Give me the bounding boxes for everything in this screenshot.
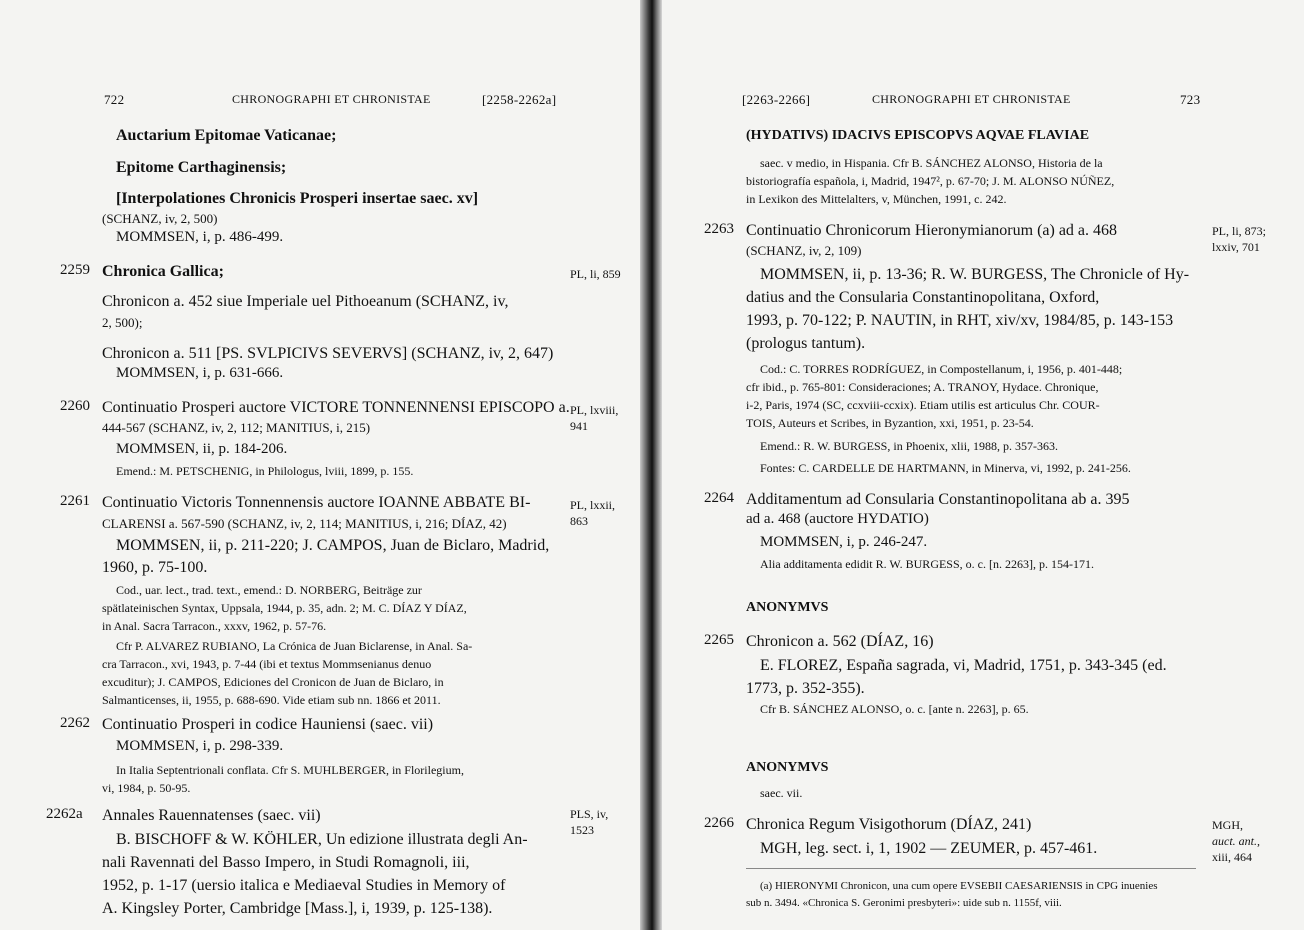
commentary-line: Cod., uar. lect., trad. text., emend.: D. NORBERG, Beiträge zur xyxy=(116,583,422,597)
entry-title: Additamentum ad Consularia Constantinopolitana ab a. 395 xyxy=(746,491,1130,508)
running-title: CHRONOGRAPHI ET CHRONISTAE xyxy=(232,92,431,106)
margin-reference: PL, lxxii, xyxy=(570,498,616,512)
right-page xyxy=(654,0,1304,930)
author-heading: ANONYMVS xyxy=(746,600,829,615)
edition-reference: 1960, p. 75-100. xyxy=(102,559,208,576)
edition-reference: datius and the Consularia Constantinopolitana, Oxford, xyxy=(746,289,1100,306)
entry-title: Chronicon a. 511 [PS. SVLPICIVS SEVERVS] (SCHANZ, iv, 2, 647) xyxy=(102,345,554,362)
entry-title: Epitome Carthaginensis; xyxy=(116,159,287,176)
margin-reference: lxxiv, 701 xyxy=(1212,240,1260,254)
edition-reference: A. Kingsley Porter, Cambridge [Mass.], i, 1939, p. 125-138). xyxy=(102,900,493,917)
edition-reference: nali Ravennati del Basso Impero, in Studi Romagnoli, iii, xyxy=(102,854,470,871)
entry-reference: 444-567 (SCHANZ, iv, 2, 112; MANITIUS, i, 215) xyxy=(102,420,371,435)
entry-number: 2265 xyxy=(704,632,734,648)
margin-reference: 1523 xyxy=(570,823,594,837)
author-heading: ANONYMVS xyxy=(746,760,829,775)
edition-reference: B. BISCHOFF & W. KÖHLER, Un edizione illustrata degli An- xyxy=(116,831,528,848)
commentary-line: i-2, Paris, 1974 (SC, ccxviii-ccxix). Etiam utilis est articulus Chr. COUR- xyxy=(746,398,1100,412)
edition-reference: 1952, p. 1-17 (uersio italica e Mediaeval Studies in Memory of xyxy=(102,877,506,894)
edition-reference: 1773, p. 352-355). xyxy=(746,680,865,697)
author-note: saec. vii. xyxy=(760,786,803,800)
entry-title: Chronica Gallica; xyxy=(102,263,224,280)
edition-reference: 1993, p. 70-122; P. NAUTIN, in RHT, xiv/xv, 1984/85, p. 143-153 xyxy=(746,312,1174,329)
margin-reference: auct. ant., xyxy=(1212,834,1260,848)
edition-reference: E. FLOREZ, España sagrada, vi, Madrid, 1751, p. 343-345 (ed. xyxy=(760,657,1167,674)
author-heading: (HYDATIVS) IDACIVS EPISCOPVS AQVAE FLAVIAE xyxy=(746,128,1090,143)
entry-title: Continuatio Chronicorum Hieronymianorum (a) ad a. 468 xyxy=(746,222,1118,239)
folio-number: 723 xyxy=(1180,92,1201,107)
author-note: in Lexikon des Mittelalters, v, München, 1991, c. 242. xyxy=(746,192,1007,206)
entry-title: Chronica Regum Visigothorum (DÍAZ, 241) xyxy=(746,816,1032,833)
sources-note: Fontes: C. CARDELLE DE HARTMANN, in Minerva, vi, 1992, p. 241-256. xyxy=(760,461,1131,475)
entry-reference: (SCHANZ, iv, 2, 109) xyxy=(746,243,862,258)
margin-reference: 863 xyxy=(570,514,588,528)
entry-title: Continuatio Prosperi in codice Hauniensi (saec. vii) xyxy=(102,716,434,733)
commentary-line: cfr ibid., p. 765-801: Consideraciones; A. TRANOY, Hydace. Chronique, xyxy=(746,380,1099,394)
edition-reference: MOMMSEN, i, p. 631-666. xyxy=(116,365,284,381)
commentary-line: Cfr B. SÁNCHEZ ALONSO, o. c. [ante n. 2263], p. 65. xyxy=(760,702,1029,716)
margin-reference: 941 xyxy=(570,419,588,433)
commentary-line: Salmanticenses, ii, 1955, p. 688-690. Vide etiam sub nn. 1866 et 2011. xyxy=(102,693,441,707)
footnote-rule xyxy=(746,868,1196,869)
entry-title: Auctarium Epitomae Vaticanae; xyxy=(116,127,337,144)
footnote: (a) HIERONYMI Chronicon, una cum opere EVSEBII CAESARIENSIS in CPG inuenies xyxy=(760,880,1158,892)
commentary-line: in Anal. Sacra Tarracon., xxxv, 1962, p. 57-76. xyxy=(102,619,327,633)
emendation-note: Emend.: M. PETSCHENIG, in Philologus, lviii, 1899, p. 155. xyxy=(116,464,414,478)
commentary-line: cra Tarracon., xvi, 1943, p. 7-44 (ibi et textus Mommsenianus denuo xyxy=(102,657,432,671)
entry-reference: ad a. 468 (auctore HYDATIO) xyxy=(746,511,929,527)
entry-reference: (SCHANZ, iv, 2, 500) xyxy=(102,211,218,226)
edition-reference: MOMMSEN, ii, p. 13-36; R. W. BURGESS, The Chronicle of Hy- xyxy=(760,266,1190,283)
entry-number: 2264 xyxy=(704,490,734,506)
entry-number: 2259 xyxy=(60,262,90,278)
margin-reference: PL, li, 873; xyxy=(1212,224,1267,238)
entry-title: Continuatio Prosperi auctore VICTORE TONNENNENSI EPISCOPO a. xyxy=(102,399,570,416)
margin-reference: PL, li, 859 xyxy=(570,267,621,281)
commentary-line: Cod.: C. TORRES RODRÍGUEZ, in Compostellanum, i, 1956, p. 401-448; xyxy=(760,362,1123,376)
entry-number: 2263 xyxy=(704,221,734,237)
commentary-line: TOIS, Auteurs et Scribes, in Byzantion, xxi, 1951, p. 23-54. xyxy=(746,416,1034,430)
commentary-line: Cfr P. ALVAREZ RUBIANO, La Crónica de Juan Biclarense, in Anal. Sa- xyxy=(116,639,473,653)
entry-number: 2266 xyxy=(704,815,734,831)
book-gutter xyxy=(640,0,662,930)
entry-reference: 2, 500); xyxy=(102,315,143,330)
left-page xyxy=(0,0,648,930)
edition-reference: MOMMSEN, i, p. 246-247. xyxy=(760,534,928,550)
entry-title: Chronicon a. 452 siue Imperiale uel Pithoeanum (SCHANZ, iv, xyxy=(102,293,509,310)
commentary-line: spätlateinischen Syntax, Uppsala, 1944, p. 35, adn. 2; M. C. DÍAZ Y DÍAZ, xyxy=(102,601,467,615)
edition-reference: MOMMSEN, ii, p. 184-206. xyxy=(116,441,288,457)
entry-number: 2262 xyxy=(60,715,90,731)
entry-range: [2258-2262a] xyxy=(482,92,557,107)
emendation-note: Emend.: R. W. BURGESS, in Phoenix, xlii, 1988, p. 357-363. xyxy=(760,439,1059,453)
entry-title: Chronicon a. 562 (DÍAZ, 16) xyxy=(746,633,934,650)
entry-number: 2260 xyxy=(60,398,90,414)
running-title: CHRONOGRAPHI ET CHRONISTAE xyxy=(872,92,1071,106)
commentary-line: Alia additamenta edidit R. W. BURGESS, o. c. [n. 2263], p. 154-171. xyxy=(760,557,1094,571)
edition-reference: MOMMSEN, i, p. 486-499. xyxy=(116,229,284,245)
edition-reference: MOMMSEN, ii, p. 211-220; J. CAMPOS, Juan de Biclaro, Madrid, xyxy=(116,537,550,554)
footnote: sub n. 3494. «Chronica S. Geronimi presbyteri»: uide sub n. 1155f, viii. xyxy=(746,897,1062,909)
author-note: saec. v medio, in Hispania. Cfr B. SÁNCHEZ ALONSO, Historia de la xyxy=(760,156,1103,170)
margin-reference: MGH, xyxy=(1212,818,1244,832)
margin-reference: PLS, iv, xyxy=(570,807,609,821)
entry-number: 2262a xyxy=(46,806,83,822)
entry-title: [Interpolationes Chronicis Prosperi insertae saec. xv] xyxy=(116,190,479,207)
margin-reference: xiii, 464 xyxy=(1212,850,1253,864)
entry-number: 2261 xyxy=(60,493,90,509)
edition-reference: (prologus tantum). xyxy=(746,335,866,352)
entry-title: Continuatio Victoris Tonnennensis auctore IOANNE ABBATE BI- xyxy=(102,494,531,511)
author-note: bistoriografía española, i, Madrid, 1947², p. 67-70; J. M. ALONSO NÚÑEZ, xyxy=(746,174,1115,188)
commentary-line: excuditur); J. CAMPOS, Ediciones del Cronicon de Juan de Biclaro, in xyxy=(102,675,444,689)
commentary-line: In Italia Septentrionali conflata. Cfr S. MUHLBERGER, in Florilegium, xyxy=(116,763,464,777)
edition-reference: MGH, leg. sect. i, 1, 1902 — ZEUMER, p. 457-461. xyxy=(760,840,1098,857)
commentary-line: vi, 1984, p. 50-95. xyxy=(102,781,191,795)
edition-reference: MOMMSEN, i, p. 298-339. xyxy=(116,738,284,754)
entry-range: [2263-2266] xyxy=(742,92,811,107)
folio-number: 722 xyxy=(104,92,125,107)
entry-reference: CLARENSI a. 567-590 (SCHANZ, iv, 2, 114; MANITIUS, i, 216; DÍAZ, 42) xyxy=(102,516,507,531)
margin-reference: PL, lxviii, xyxy=(570,403,619,417)
entry-title: Annales Rauennatenses (saec. vii) xyxy=(102,807,321,824)
